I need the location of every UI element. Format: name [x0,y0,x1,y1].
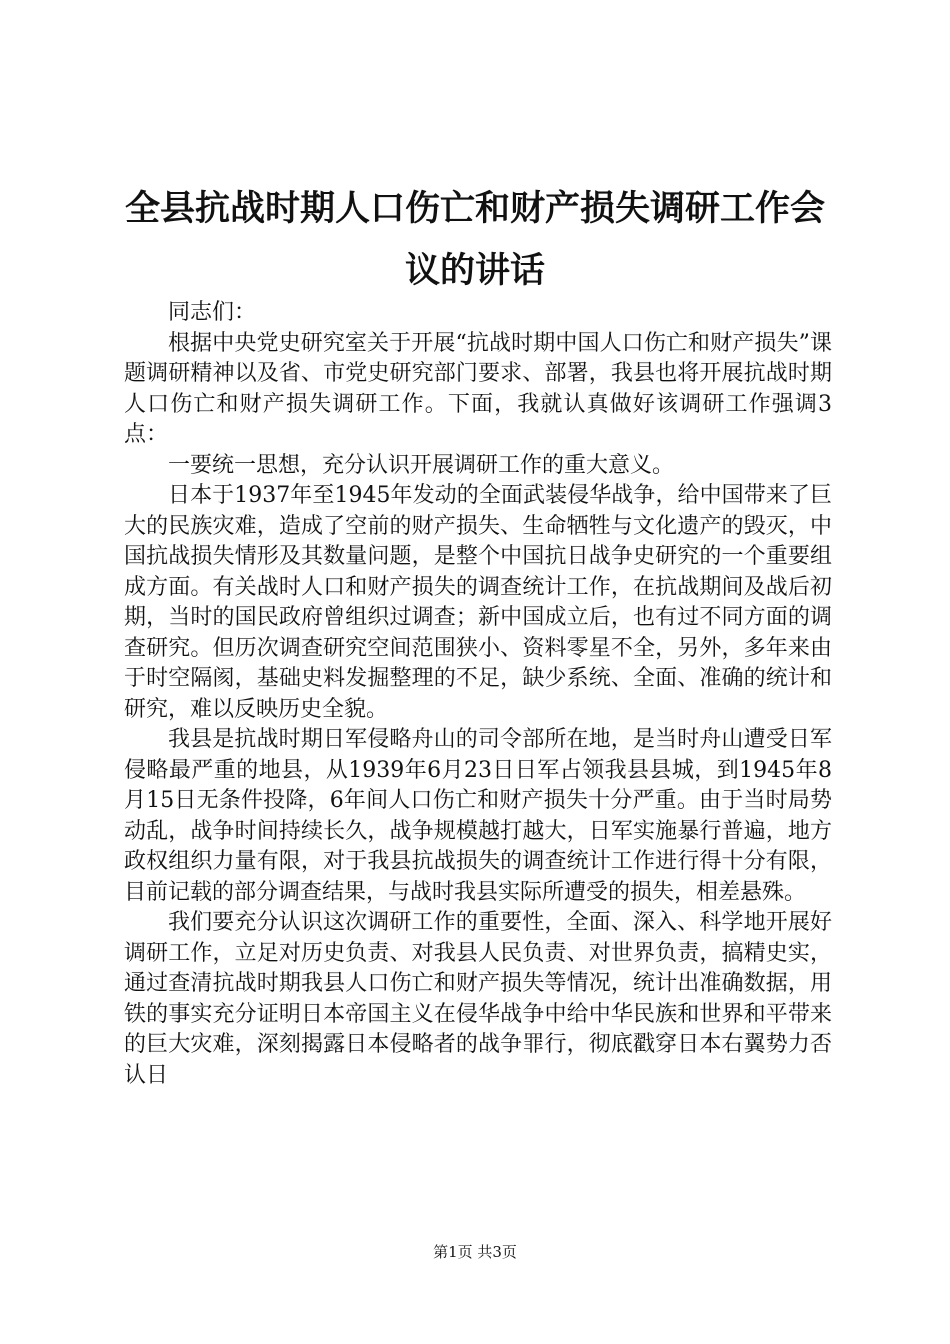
paragraph-importance: 我们要充分认识这次调研工作的重要性，全面、深入、科学地开展好调研工作，立足对历史负责、对我县人民负责、对世界负责，搞精史实，通过查清抗战时期我县人口伤亡和财产损失等情况，统计出准确数据，用铁的事实充分证明日本帝国主义在侵华战争中给中华民族和世界和平带来的巨大灾难，深刻揭露日本侵略者的战争罪行，彻底戳穿日本右翼势力否认日 [124,910,832,1088]
paragraph-point-one: 一要统一思想，充分认识开展调研工作的重大意义。 [168,452,675,478]
paragraph-intro: 根据中央党史研究室关于开展“抗战时期中国人口伤亡和财产损失”课题调研精神以及省、市党史研究部门要求、部署，我县也将开展抗战时期人口伤亡和财产损失调研工作。下面，我就认真做好该调研工作强调3点： [124,330,832,447]
page-footer: 第1页 共3页 [433,1243,517,1261]
paragraph-county: 我县是抗战时期日军侵略舟山的司令部所在地，是当时舟山遭受日军侵略最严重的地县，从1939年6月23日日军占领我县县城，到1945年8月15日无条件投降，6年间人口伤亡和财产损失十分严重。由于当时局势动乱，战争时间持续长久，战争规模越打越大，日军实施暴行普遍，地方政权组织力量有限，对于我县抗战损失的调查统计工作进行得十分有限，目前记载的部分调查结果，与战时我县实际所遭受的损失，相差悬殊。 [124,727,832,905]
document-body [124,298,832,1091]
document-title: 全县抗战时期人口伤亡和财产损失调研工作会议的讲话 [124,189,825,291]
salutation: 同志们： [168,300,257,325]
paragraph-history: 日本于1937年至1945年发动的全面武装侵华战争，给中国带来了巨大的民族灾难，造成了空前的财产损失、生命牺牲与文化遗产的毁灭，中国抗战损失情形及其数量问题，是整个中国抗日战争史研究的一个重要组成方面。有关战时人口和财产损失的调查统计工作，在抗战期间及战后初期，当时的国民政府曾组织过调查；新中国成立后，也有过不同方面的调查研究。但历次调查研究空间范围狭小、资料零星不全，另外，多年来由于时空隔阂，基础史料发掘整理的不足，缺少系统、全面、准确的统计和研究，难以反映历史全貌。 [124,483,832,722]
